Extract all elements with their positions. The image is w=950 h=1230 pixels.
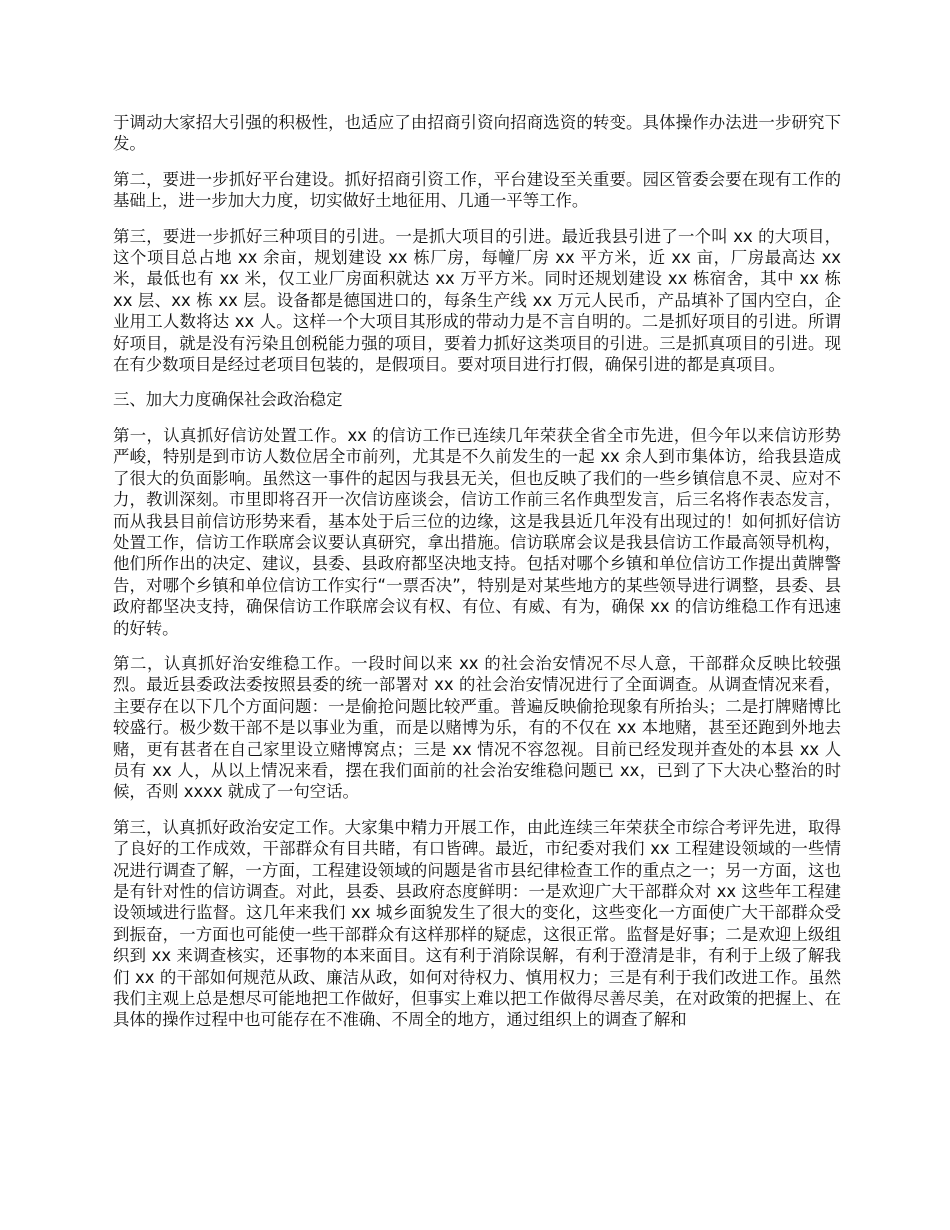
paragraph-continuation: 于调动大家招大引强的积极性，也适应了由招商引资向招商选资的转变。具体操作办法进一步研究下发。 [113, 113, 841, 154]
paragraph-political-stability: 第三，认真抓好政治安定工作。大家集中精力开展工作，由此连续三年荣获全市综合考评先进，取得了良好的工作成效，干部群众有目共睹，有口皆碑。最近，市纪委对我们 xx 工程建设领域的一些情况进行调查了解，一方面，工程建设领域的问题是省市县纪律检查工作的重点之一；另一方面，这也是有针对性的信访调查。对此，县委、县政府态度鲜明：一是欢迎广大干部群众对 xx 这些年工程建设领域进行监督。这几年来我们 xx 城乡面貌发生了很大的变化，这些变化一方面使广大干部群众受到振奋，一方面也可能使一些干部群众有这样那样的疑虑，这很正常。监督是好事；二是欢迎上级组织到 xx 来调查核实，还事物的本来面目。这有利于消除误解，有利于澄清是非，有利于上级了解我们 xx 的干部如何规范从政、廉洁从政，如何对待权力、慎用权力；三是有利于我们改进工作。虽然我们主观上总是想尽可能地把工作做好，但事实上难以把工作做得尽善尽美，在对政策的把握上、在具体的操作过程中也可能存在不准确、不周全的地方，通过组织上的调查了解和 [113, 817, 841, 1030]
section-heading-stability: 三、加大力度确保社会政治稳定 [113, 390, 343, 410]
paragraph-public-security: 第二，认真抓好治安维稳工作。一段时间以来 xx 的社会治安情况不尽人意，干部群众反映比较强烈。最近县委政法委按照县委的统一部署对 xx 的社会治安情况进行了全面调查。从调查情况来看，主要存在以下几个方面问题：一是偷抢问题比较严重。普遍反映偷抢现象有所抬头；二是打牌赌博比较盛行。极少数干部不是以事业为重，而是以赌博为乐，有的不仅在 xx 本地赌，甚至还跑到外地去赌，更有甚者在自己家里设立赌博窝点；三是 xx 情况不容忽视。目前已经发现并查处的本县 xx 人员有 xx 人，从以上情况来看，摆在我们面前的社会治安维稳问题已 xx，已到了下大决心整治的时候，否则 xxxx 就成了一句空话。 [113, 653, 841, 802]
paragraph-platform-building: 第二，要进一步抓好平台建设。抓好招商引资工作，平台建设至关重要。园区管委会要在现有工作的基础上，进一步加大力度，切实做好土地征用、几通一平等工作。 [113, 169, 841, 211]
document-page [113, 112, 841, 1045]
paragraph-project-introduction: 第三，要进一步抓好三种项目的引进。一是抓大项目的引进。最近我县引进了一个叫 xx 的大项目，这个项目总占地 xx 余亩，规划建设 xx 栋厂房，每幢厂房 xx 平方米，近 xx 亩，厂房最高达 xx 米，最低也有 xx 米，仅工业厂房面积就达 xx 万平方米。同时还规划建设 xx 栋宿舍，其中 xx 栋 xx 层、xx 栋 xx 层。设备都是德国进口的，每条生产线 xx 万元人民币，产品填补了国内空白，企业用工人数将达 xx 人。这样一个大项目其形成的带动力是不言自明的。二是抓好项目的引进。所谓好项目，就是没有污染且创税能力强的项目，要着力抓好这类项目的引进。三是抓真项目的引进。现在有少数项目是经过老项目包装的，是假项目。要对项目进行打假，确保引进的都是真项目。 [113, 226, 841, 375]
paragraph-petition-handling: 第一，认真抓好信访处置工作。xx 的信访工作已连续几年荣获全省全市先进，但今年以来信访形势严峻，特别是到市访人数位居全市前列，尤其是不久前发生的一起 xx 余人到市集体访，给我县造成了很大的负面影响。虽然这一事件的起因与我县无关，但也反映了我们的一些乡镇信息不灵、应对不力，教训深刻。市里即将召开一次信访座谈会，信访工作前三名作典型发言，后三名将作表态发言，而从我县目前信访形势来看，基本处于后三位的边缘，这是我县近几年没有出现过的！如何抓好信访处置工作，信访工作联席会议要认真研究，拿出措施。信访联席会议是我县信访工作最高领导机构，他们所作出的决定、建议，县委、县政府都坚决地支持。包括对哪个乡镇和单位信访工作提出黄牌警告，对哪个乡镇和单位信访工作实行“一票否决”，特别是对某些地方的某些领导进行调整，县委、县政府都坚决支持，确保信访工作联席会议有权、有位、有威、有为，确保 xx 的信访维稳工作有迅速的好转。 [113, 425, 841, 638]
